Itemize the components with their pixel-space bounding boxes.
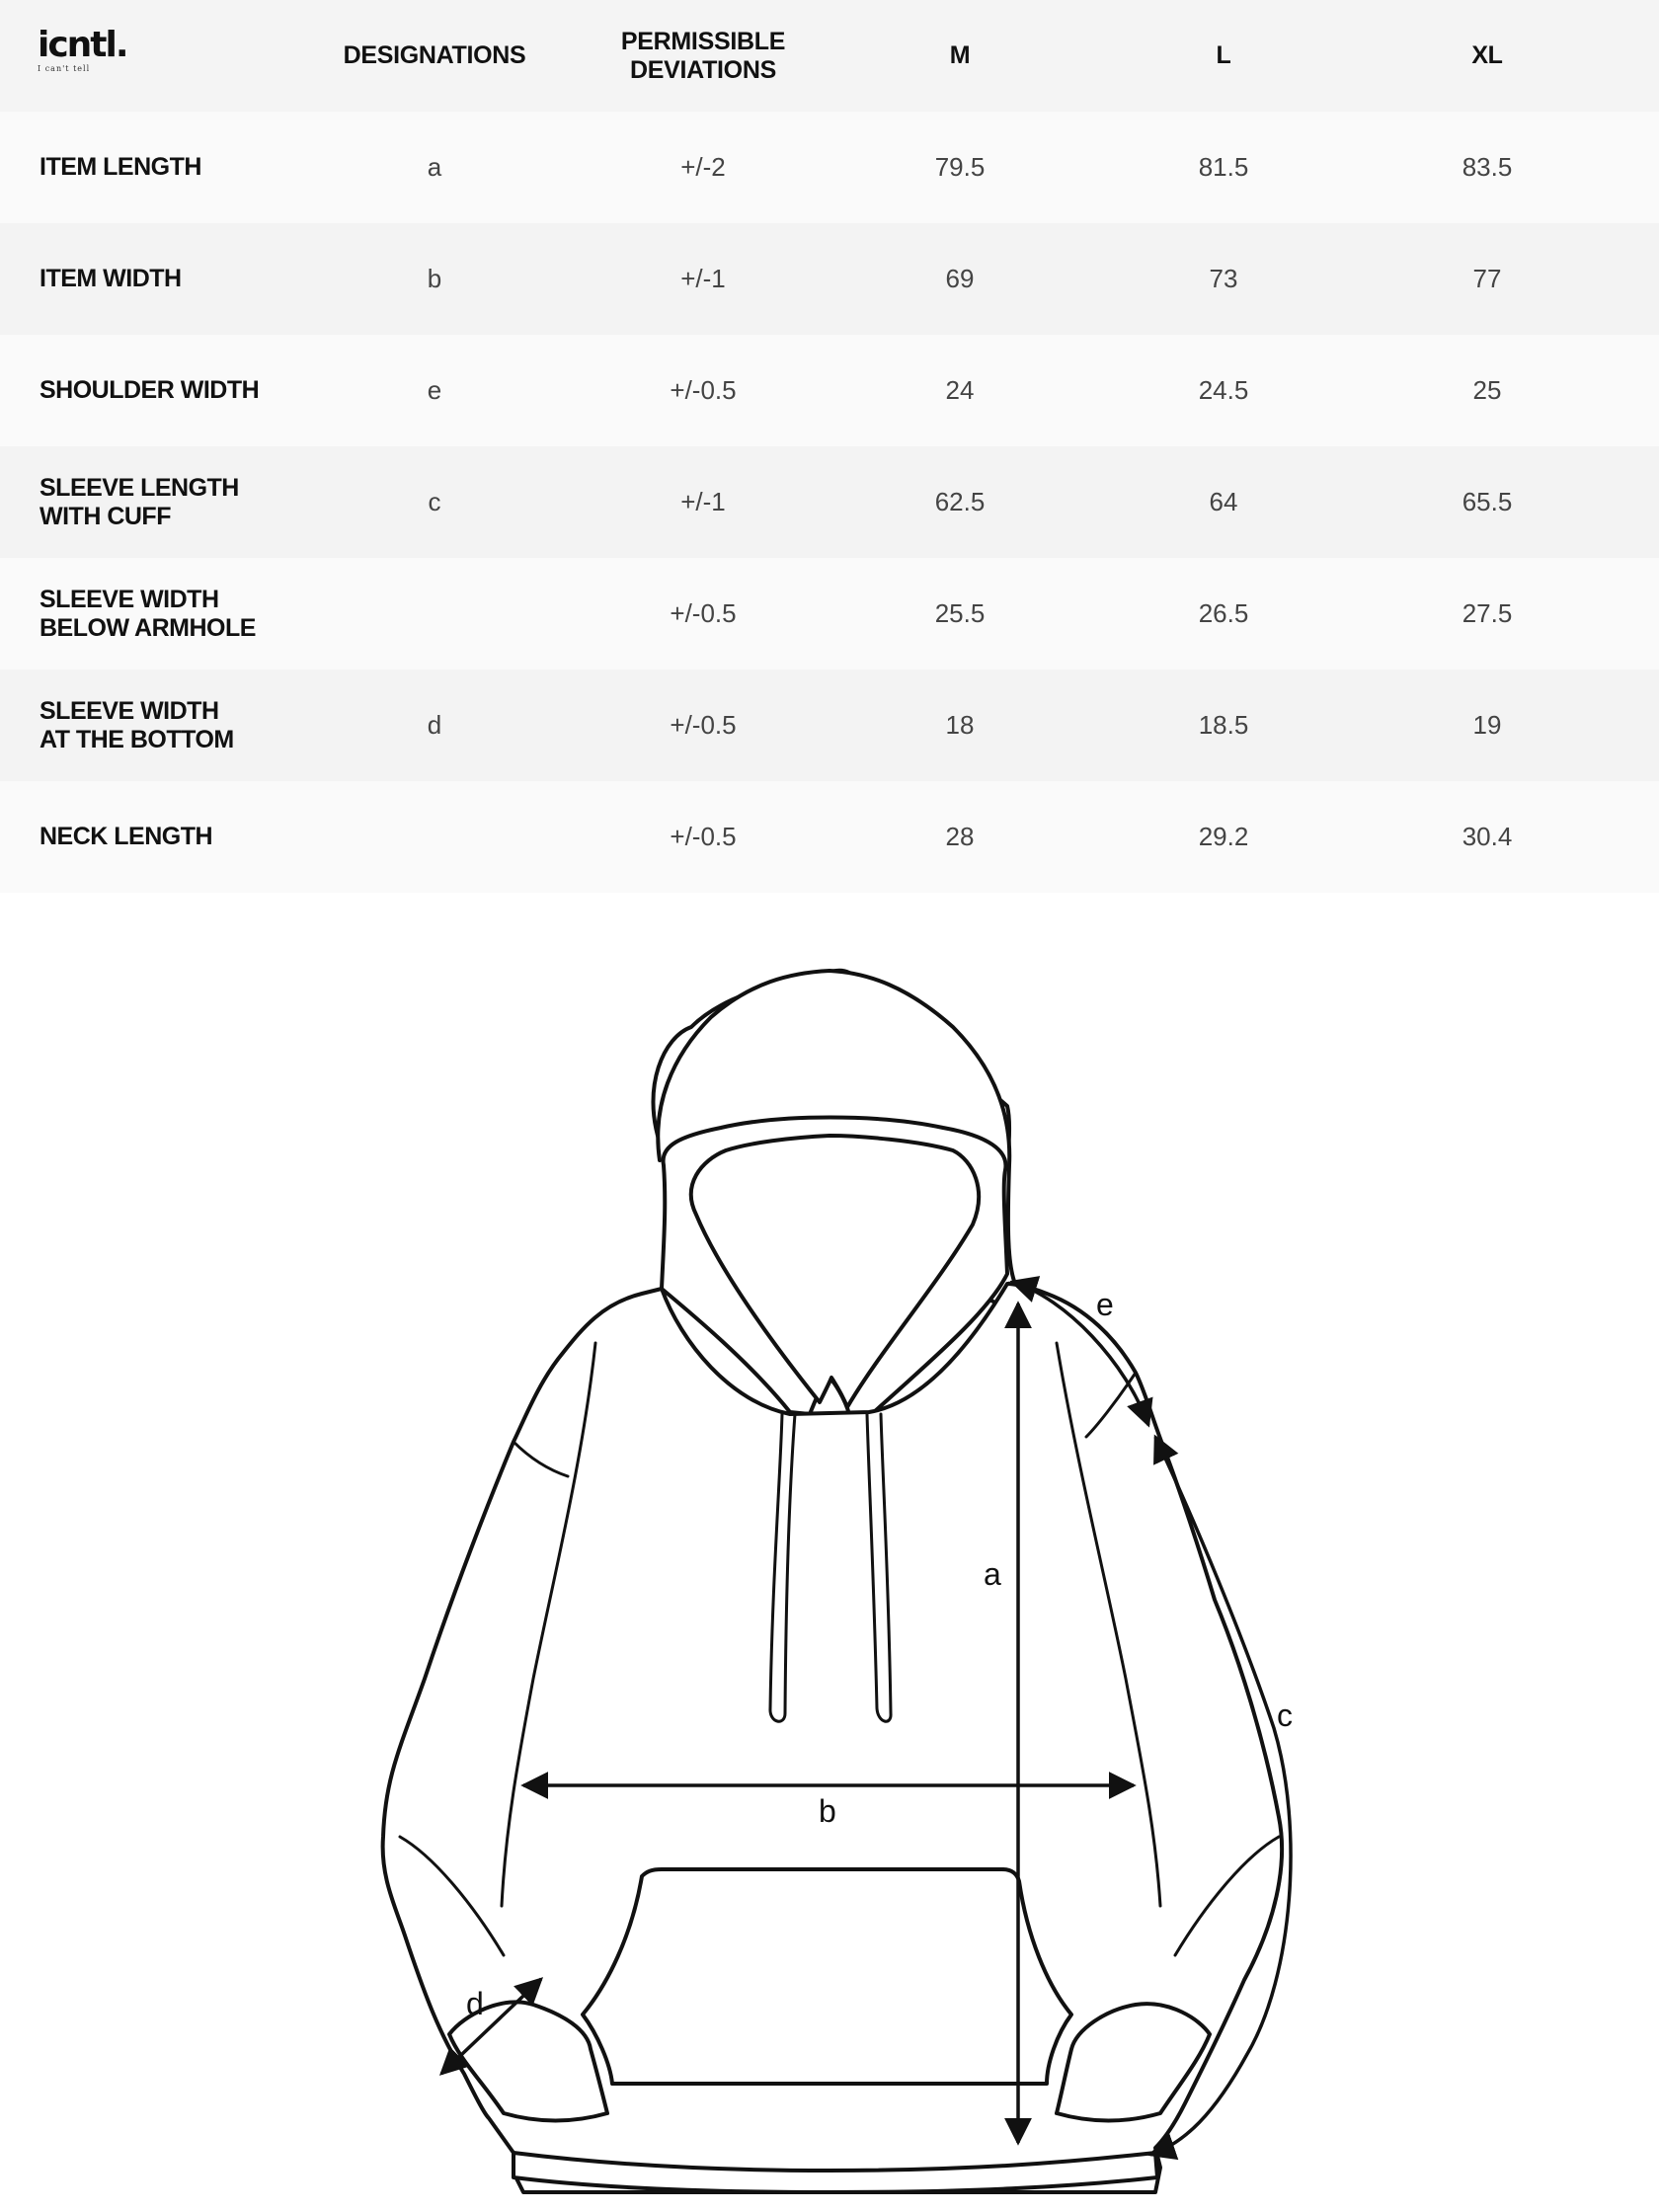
dim-label-b: b: [819, 1793, 836, 1829]
row-deviation: +/-0.5: [670, 598, 737, 628]
row-label-line2: WITH CUFF: [40, 502, 171, 530]
kangaroo-pocket: [583, 1869, 1071, 2084]
row-designation: [336, 781, 533, 893]
dim-label-e: e: [1096, 1287, 1114, 1322]
row-value-xl: 30.4: [1462, 822, 1513, 851]
table-row: [0, 223, 1659, 335]
row-value-m: 18: [945, 710, 975, 740]
dim-label-a: a: [984, 1556, 1001, 1592]
row-label: [40, 335, 316, 446]
table-header-row: [0, 0, 1659, 112]
row-designation: [336, 558, 533, 670]
row-value-l: 18.5: [1198, 710, 1249, 740]
row-value-m: 28: [945, 822, 975, 851]
row-label: [40, 446, 316, 558]
row-value-xl: 19: [1472, 710, 1502, 740]
row-value-l: 81.5: [1198, 152, 1249, 182]
row-value-l: 73: [1209, 264, 1238, 293]
row-label-line2: BELOW ARMHOLE: [40, 613, 256, 642]
row-label-line1: SHOULDER WIDTH: [40, 376, 260, 405]
row-value-xl: 77: [1472, 264, 1502, 293]
header-size-l: L: [1216, 41, 1231, 70]
table-row: [0, 335, 1659, 446]
header-deviations: [604, 0, 802, 112]
header-deviations-line1: PERMISSIBLE: [620, 27, 786, 55]
header-size-xl: XL: [1471, 41, 1503, 70]
row-label-line1: ITEM LENGTH: [40, 153, 201, 182]
logo-text: icntl.: [38, 25, 127, 65]
header-size-m: M: [949, 41, 971, 70]
row-label: [40, 223, 316, 335]
row-label: [40, 670, 316, 781]
row-label: [40, 558, 316, 670]
row-value-m: 25.5: [934, 598, 986, 628]
row-label-line2: AT THE BOTTOM: [40, 725, 234, 753]
row-value-m: 79.5: [934, 152, 986, 182]
row-value-xl: 65.5: [1462, 487, 1513, 516]
header-deviations-line2: DEVIATIONS: [630, 55, 776, 84]
row-deviation: +/-0.5: [670, 822, 737, 851]
table-row: [0, 781, 1659, 893]
table-row: [0, 558, 1659, 670]
dim-label-d: d: [466, 1986, 484, 2021]
table-row: [0, 112, 1659, 223]
header-designations: DESIGNATIONS: [343, 41, 526, 70]
row-label-line1: SLEEVE LENGTH: [40, 473, 239, 502]
brand-logo: [38, 25, 146, 87]
row-label-line1: NECK LENGTH: [40, 823, 213, 851]
row-value-m: 24: [945, 375, 975, 405]
hoodie-diagram: [0, 928, 1659, 2212]
row-label-line1: SLEEVE WIDTH: [40, 585, 219, 613]
row-designation: a: [427, 152, 442, 182]
row-designation: c: [428, 487, 441, 516]
row-deviation: +/-1: [680, 264, 726, 293]
row-label-line1: SLEEVE WIDTH: [40, 696, 219, 725]
table-row: [0, 670, 1659, 781]
face-opening: [691, 1136, 979, 1407]
row-value-m: 69: [945, 264, 975, 293]
row-value-l: 29.2: [1198, 822, 1249, 851]
size-table: [0, 0, 1659, 893]
row-value-l: 24.5: [1198, 375, 1249, 405]
row-label: [40, 112, 316, 223]
row-value-l: 64: [1209, 487, 1238, 516]
logo-tagline: I can't tell: [38, 64, 91, 73]
row-deviation: +/-0.5: [670, 710, 737, 740]
row-designation: d: [427, 710, 442, 740]
table-row: [0, 446, 1659, 558]
row-deviation: +/-1: [680, 487, 726, 516]
row-designation: e: [427, 375, 442, 405]
row-value-m: 62.5: [934, 487, 986, 516]
row-label: [40, 781, 316, 893]
dim-label-c: c: [1277, 1698, 1293, 1733]
row-value-xl: 25: [1472, 375, 1502, 405]
row-value-xl: 83.5: [1462, 152, 1513, 182]
row-value-l: 26.5: [1198, 598, 1249, 628]
row-value-xl: 27.5: [1462, 598, 1513, 628]
row-deviation: +/-2: [680, 152, 726, 182]
row-label-line1: ITEM WIDTH: [40, 265, 182, 293]
row-designation: b: [427, 264, 442, 293]
row-deviation: +/-0.5: [670, 375, 737, 405]
